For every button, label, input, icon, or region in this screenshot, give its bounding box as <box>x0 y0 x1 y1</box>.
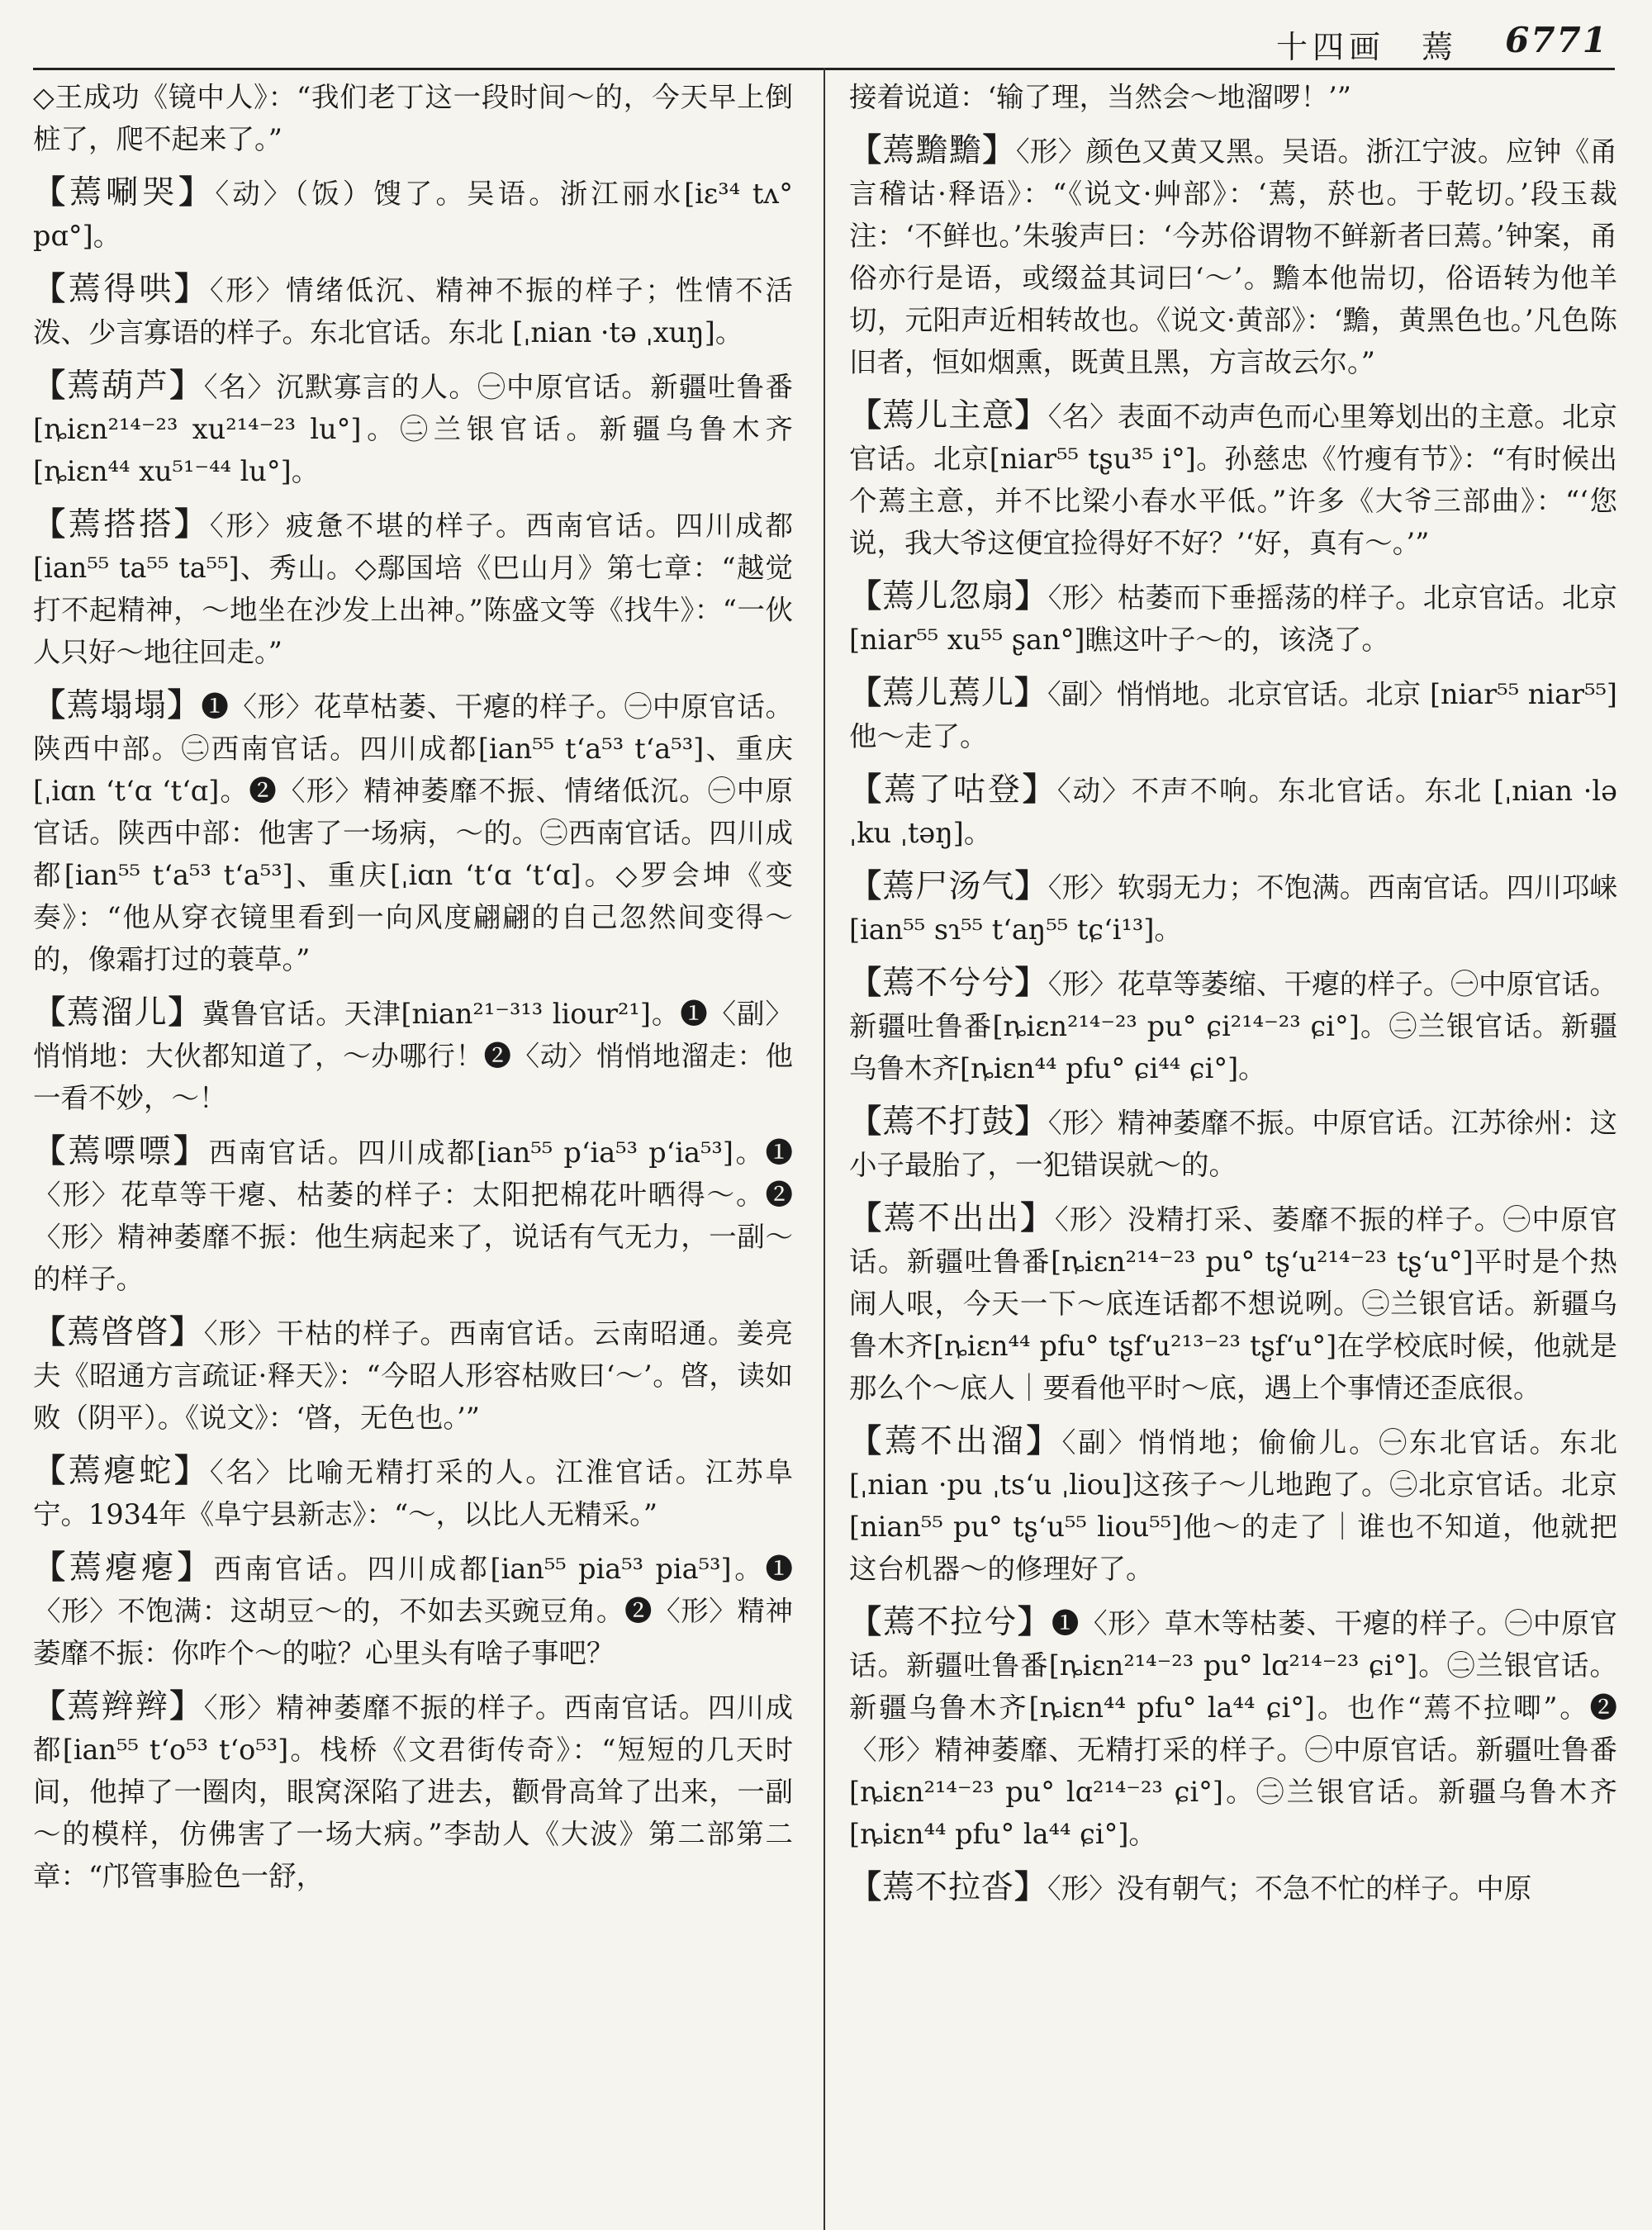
entry-headword: 【蔫不出溜】 <box>849 1422 1062 1460</box>
entry-headword: 【蔫溜儿】 <box>33 994 202 1032</box>
dictionary-entry <box>849 1867 1617 1910</box>
entry-headword: 【蔫儿蔫儿】 <box>849 674 1048 712</box>
entry-definition: ❶〈形〉花草枯萎、干瘪的样子。㊀中原官话。陕西中部。㊁西南官话。四川成都[ian⁵⁵ tʻa⁵³ tʻa⁵³]、重庆[ˌiɑn ʻtʻɑ ʻtʻɑ]。❷〈形〉精神萎靡不振、情绪低沉。㊀中原官话。陕西中部：他害了一场病，～的。㊁西南官话。四川成都[ian⁵⁵ tʻa⁵³ tʻa⁵³]、重庆[ˌiɑn ʻtʻɑ ʻtʻɑ]。◇罗会坤《变奏》：“他从穿衣镜里看到一向风度翩翩的自己忽然间变得～的，像霜打过的蓑草。” <box>33 690 793 975</box>
dictionary-entry <box>33 1547 793 1674</box>
dictionary-entry <box>849 962 1617 1089</box>
entry-headword: 【蔫葫芦】 <box>33 367 204 405</box>
dictionary-entry <box>33 1686 793 1897</box>
entry-definition: 〈形〉精神萎靡不振。中原官话。江苏徐州：这小子最胎了，一犯错误就～的。 <box>849 1107 1617 1181</box>
dictionary-entry <box>33 1450 793 1535</box>
dictionary-entry <box>849 130 1617 383</box>
dictionary-entry <box>33 504 793 673</box>
column-divider <box>824 68 825 2230</box>
dictionary-entry <box>849 576 1617 661</box>
dictionary-entry <box>849 672 1617 757</box>
entry-definition: 〈形〉疲惫不堪的样子。西南官话。四川成都[ian⁵⁵ ta⁵⁵ ta⁵⁵]、秀山。◇鄢国培《巴山月》第七章：“越觉打不起精神，～地坐在沙发上出神。”陈盛文等《找牛》：“一伙人只好～地往回走。” <box>33 510 793 668</box>
dictionary-entry <box>849 1421 1617 1590</box>
entry-definition: 〈形〉精神萎靡不振的样子。西南官话。四川成都[ian⁵⁵ tʻo⁵³ tʻo⁵³]。栈桥《文君街传奇》：“短短的几天时间，他掉了一圈肉，眼窝深陷了进去，颧骨高耸了出来，一副～的模样，仿佛害了一场大病。”李劼人《大波》第二部第二章：“邝管事脸色一舒， <box>33 1691 793 1892</box>
entry-headword: 【蔫唰哭】 <box>33 173 216 211</box>
entry-headword: 【蔫不拉沓】 <box>849 1868 1048 1906</box>
entry-headword: 【蔫瘪蛇】 <box>33 1452 210 1490</box>
entry-definition: 〈名〉表面不动声色而心里筹划出的主意。北京官话。北京[niar⁵⁵ tʂu³⁵ i°]。孙慈忠《竹瘦有节》：“有时候出个蔫主意，并不比梁小春水平低。”许多《大爷三部曲》：“‘您说，我大爷这便宜捡得好不好？’‘好，真有～。’” <box>849 401 1617 559</box>
entry-definition: 〈形〉没有朝气；不急不忙的样子。中原 <box>1047 1872 1532 1905</box>
dictionary-entry <box>33 685 793 980</box>
entry-definition: 〈形〉枯萎而下垂摇荡的样子。北京官话。北京[niar⁵⁵ xu⁵⁵ ʂan°]瞧这叶子～的，该浇了。 <box>849 581 1617 656</box>
right-column <box>849 76 1617 1921</box>
entry-definition: 〈形〉软弱无力；不饱满。西南官话。四川邛崃[ian⁵⁵ sɿ⁵⁵ tʻaŋ⁵⁵ tɕʻi¹³]。 <box>849 871 1617 946</box>
entry-definition: 〈副〉悄悄地；偷偷儿。㊀东北官话。东北[ˌnian ·pu ˌtsʻu ˌliou]这孩子～儿地跑了。㊁北京官话。北京 [nian⁵⁵ pu° tʂʻu⁵⁵ liou⁵⁵]他～的走了｜谁也不知道，他就把这台机器～的修理好了。 <box>849 1426 1617 1585</box>
entry-definition: 冀鲁官话。天津[nian²¹⁻³¹³ liour²¹]。❶〈副〉悄悄地：大伙都知道了，～办哪行！❷〈动〉悄悄地溜走：他一看不妙，～！ <box>33 998 793 1114</box>
entry-headword: 【蔫不打鼓】 <box>849 1103 1048 1141</box>
entry-headword: 【蔫得哄】 <box>33 270 210 308</box>
entry-headword: 【蔫搭搭】 <box>33 505 210 543</box>
dictionary-entry <box>849 1101 1617 1186</box>
entry-definition: ❶〈形〉草木等枯萎、干瘪的样子。㊀中原官话。新疆吐鲁番[ȵiɛn²¹⁴⁻²³ pu° lɑ²¹⁴⁻²³ ɕi°]。㊁兰银官话。新疆乌鲁木齐[ȵiɛn⁴⁴ pfu° la⁴⁴ ɕi°]。也作“蔫不拉唧”。❷〈形〉精神萎靡、无精打采的样子。㊀中原官话。新疆吐鲁番[ȵiɛn²¹⁴⁻²³ pu° lɑ²¹⁴⁻²³ ɕi°]。㊁兰银官话。新疆乌鲁木齐[ȵiɛn⁴⁴ pfu° la⁴⁴ ɕi°]。 <box>849 1607 1617 1850</box>
entry-headword: 【蔫了咕登】 <box>849 771 1057 809</box>
entry-definition: 〈形〉情绪低沉、精神不振的样子；性情不活泼、少言寡语的样子。东北官话。东北 [ˌnian ·tə ˌxuŋ]。 <box>33 274 793 349</box>
entry-headword: 【蔫辫辫】 <box>33 1687 204 1725</box>
section-title: 十四画 蔫 <box>1275 29 1458 65</box>
entry-headword: 【蔫不拉兮】 <box>849 1603 1051 1641</box>
entry-headword: 【蔫瘪瘪】 <box>33 1549 214 1587</box>
dictionary-entry <box>33 1131 793 1300</box>
entry-headword: 【蔫晵晵】 <box>33 1313 204 1351</box>
entry-headword: 【蔫儿忽扇】 <box>849 577 1048 615</box>
entry-definition: 〈形〉没精打采、萎靡不振的样子。㊀中原官话。新疆吐鲁番[ȵiɛn²¹⁴⁻²³ pu° tʂʻu²¹⁴⁻²³ tʂʻu°]平时是个热闹人哏，今天一下～底连话都不想说咧。㊁兰银官话。新疆乌鲁木齐[ȵiɛn⁴⁴ pfu° tʂfʻu²¹³⁻²³ tʂfʻu°]在学校底时候，他就是那么个～底人｜要看他平时～底，遇上个事情还歪底很。 <box>849 1203 1617 1404</box>
entry-definition: 〈副〉悄悄地。北京官话。北京 [niar⁵⁵ niar⁵⁵]他～走了。 <box>849 678 1618 752</box>
dictionary-entry <box>849 1198 1617 1409</box>
entry-definition: 〈形〉干枯的样子。西南官话。云南昭通。姜亮夫《昭通方言疏证·释天》：“今昭人形容枯败曰‘～’。晵，读如败（阴平）。《说文》：‘晵，无色也。’” <box>33 1317 793 1434</box>
dictionary-entry <box>33 268 793 353</box>
dictionary-entry <box>849 1601 1617 1855</box>
entry-headword: 【蔫尸汤气】 <box>849 867 1048 905</box>
entry-definition: 西南官话。四川成都[ian⁵⁵ pʻia⁵³ pʻia⁵³]。❶〈形〉花草等干瘪、枯萎的样子：太阳把棉花叶晒得～。❷〈形〉精神萎靡不振：他生病起来了，说话有气无力，一副～的样子。 <box>33 1136 793 1295</box>
entry-headword: 【蔫不兮兮】 <box>849 964 1048 1002</box>
entry-headword: 【蔫黵黵】 <box>849 131 1016 169</box>
dictionary-entry <box>849 76 1617 118</box>
dictionary-entry <box>33 76 793 160</box>
entry-definition: 〈名〉沉默寡言的人。㊀中原官话。新疆吐鲁番[ȵiɛn²¹⁴⁻²³ xu²¹⁴⁻²³ lu°]。㊁兰银官话。新疆乌鲁木齐[ȵiɛn⁴⁴ xu⁵¹⁻⁴⁴ lu°]。 <box>33 371 793 487</box>
entry-headword: 【蔫儿主意】 <box>849 396 1048 434</box>
entry-definition: 〈名〉比喻无精打采的人。江淮官话。江苏阜宁。1934年《阜宁县新志》：“～，以比人无精采。” <box>33 1456 793 1530</box>
dictionary-entry <box>849 395 1617 564</box>
entry-definition: 西南官话。四川成都[ian⁵⁵ pia⁵³ pia⁵³]。❶〈形〉不饱满：这胡豆～的，不如去买豌豆角。❷〈形〉精神萎靡不振：你咋个～的啦？心里头有啥子事吧？ <box>33 1553 793 1669</box>
dictionary-entry <box>33 992 793 1119</box>
entry-headword: 【蔫塌塌】 <box>33 686 202 724</box>
dictionary-entry <box>33 172 793 257</box>
dictionary-entry <box>33 1312 793 1439</box>
dictionary-entry <box>33 365 793 492</box>
entry-definition: 〈动〉（饭）馊了。吴语。浙江丽水[iɛ³⁴ tʌ° pɑ°]。 <box>33 178 793 252</box>
entry-definition: 〈形〉颜色又黄又黑。吴语。浙江宁波。应钟《甬言稽诂·释语》：“《说文·艸部》：‘蔫，菸也。于乾切。’段玉裁注：‘不鲜也。’朱骏声曰：‘今苏俗谓物不鲜新者曰蔫。’钟案，甬俗亦行是语，或缀益其词曰‘～’。黵本他耑切，俗语转为他羊切，元阳声近相转故也。《说文·黄部》：‘黵，黄黑色也。’凡色陈旧者，恒如烟熏，既黄且黑，方言故云尔。” <box>849 135 1617 378</box>
entry-headword: 【蔫嘌嘌】 <box>33 1132 209 1170</box>
page-number: 6771 <box>1505 20 1608 60</box>
entry-definition: ◇王成功《镜中人》：“我们老丁这一段时间～的，今天早上倒桩了，爬不起来了。” <box>33 81 793 155</box>
dictionary-entry <box>849 866 1617 951</box>
entry-definition: 接着说道：‘输了理，当然会～地溜啰！’” <box>849 81 1351 113</box>
dictionary-entry <box>849 769 1617 854</box>
entry-definition: 〈动〉不声不响。东北官话。东北 [ˌnian ·lə ˌku ˌtəŋ]。 <box>849 775 1617 849</box>
entry-definition: 〈形〉花草等萎缩、干瘪的样子。㊀中原官话。新疆吐鲁番[ȵiɛn²¹⁴⁻²³ pu° ɕi²¹⁴⁻²³ ɕi°]。㊁兰银官话。新疆乌鲁木齐[ȵiɛn⁴⁴ pfu° ɕi⁴⁴ ɕi°]。 <box>849 968 1617 1084</box>
page-header <box>33 0 1615 70</box>
entry-headword: 【蔫不出出】 <box>849 1199 1055 1237</box>
left-column <box>33 76 793 1909</box>
